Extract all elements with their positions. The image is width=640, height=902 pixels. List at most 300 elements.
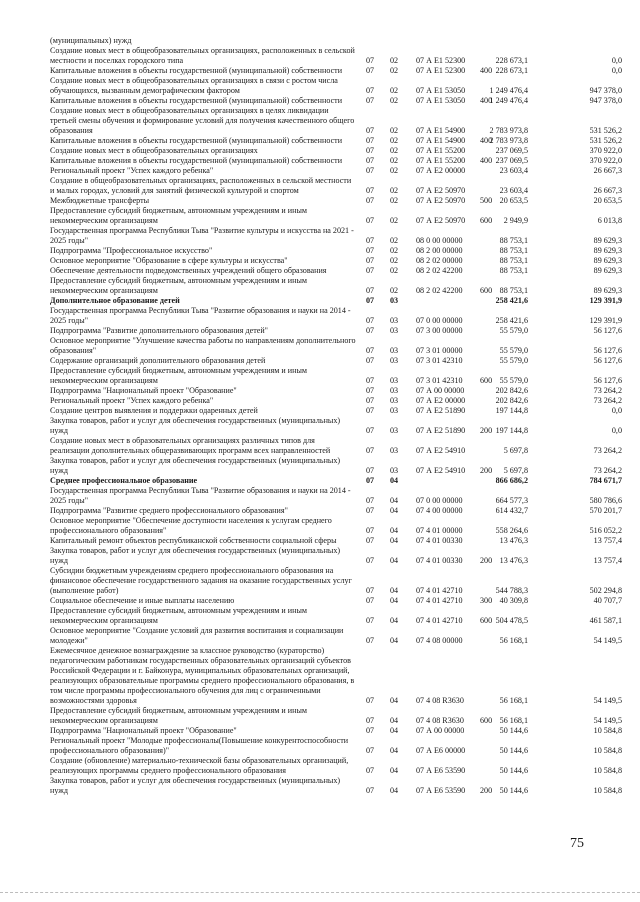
expense-type-code: 600	[480, 376, 493, 385]
section-code: 07	[366, 726, 375, 735]
row-name: Предоставление субсидий бюджетным, автономным учреждениям и иным некоммерческим организациям	[50, 276, 308, 295]
amount-year-2: 54 149,5	[593, 636, 622, 645]
amount-year-2: 40 707,7	[593, 596, 622, 605]
amount-year-1: 5 697,8	[503, 446, 528, 455]
section-code: 07	[366, 446, 375, 455]
table-row	[50, 156, 622, 166]
table-row	[50, 306, 622, 326]
subsection-code: 03	[390, 346, 399, 355]
row-name: Подпрограмма "Развитие дополнительного образования детей"	[50, 326, 268, 335]
subsection-code: 02	[390, 186, 399, 195]
section-code: 07	[366, 556, 375, 565]
subsection-code: 04	[390, 716, 399, 725]
subsection-code: 02	[390, 66, 399, 75]
amount-year-1: 5 697,8	[503, 466, 528, 475]
expense-type-code: 600	[480, 216, 493, 225]
amount-year-1: 228 673,1	[495, 56, 528, 65]
row-name: Капитальный ремонт объектов республиканской собственности социальной сферы	[50, 536, 337, 545]
amount-year-1: 2 783 973,8	[489, 136, 528, 145]
row-name: Капитальные вложения в объекты государственной (муниципальной) собственности	[50, 66, 343, 75]
section-code: 07	[366, 426, 375, 435]
row-name: (муниципальных) нужд	[50, 36, 132, 45]
row-name: Социальное обеспечение и иные выплаты населению	[50, 596, 235, 605]
table-row	[50, 96, 622, 106]
row-name: Закупка товаров, работ и услуг для обеспечения государственных (муниципальных) нужд	[50, 456, 341, 475]
table-row	[50, 36, 622, 46]
table-row	[50, 406, 622, 416]
subsection-code: 04	[390, 506, 399, 515]
target-article-code: 07 А E6 53590	[416, 766, 466, 775]
table-row	[50, 516, 622, 536]
expense-type-code: 400	[480, 156, 493, 165]
target-article-code: 07 А E2 50970	[416, 216, 466, 225]
amount-year-1: 50 144,6	[499, 746, 528, 755]
section-code: 07	[366, 526, 375, 535]
section-code: 07	[366, 146, 375, 155]
table-row	[50, 66, 622, 76]
amount-year-2: 0,0	[611, 66, 622, 75]
target-article-code: 07 А E2 51890	[416, 406, 466, 415]
subsection-code: 04	[390, 496, 399, 505]
section-code: 07	[366, 386, 375, 395]
subsection-code: 04	[390, 726, 399, 735]
amount-year-2: 10 584,8	[593, 766, 622, 775]
amount-year-1: 664 577,3	[495, 496, 528, 505]
amount-year-2: 570 201,7	[589, 506, 622, 515]
amount-year-2: 89 629,3	[593, 256, 622, 265]
subsection-code: 02	[390, 56, 399, 65]
subsection-code: 04	[390, 526, 399, 535]
section-code: 07	[366, 266, 375, 275]
row-name: Основное мероприятие "Улучшение качества работы по направлениям дополнительного образования"	[50, 336, 356, 355]
subsection-code: 02	[390, 86, 399, 95]
expense-type-code: 600	[480, 716, 493, 725]
row-name: Подпрограмма "Профессиональное искусство"	[50, 246, 213, 255]
subsection-code: 03	[390, 316, 399, 325]
section-code: 07	[366, 96, 375, 105]
amount-year-2: 516 052,2	[589, 526, 622, 535]
target-article-code: 07 4 01 00330	[416, 536, 463, 545]
section-code: 07	[366, 536, 375, 545]
section-code: 07	[366, 476, 375, 485]
amount-year-1: 2 783 973,8	[489, 126, 528, 135]
row-name: Предоставление субсидий бюджетным, автономным учреждениям и иным некоммерческим организациям	[50, 606, 308, 625]
subsection-code: 02	[390, 96, 399, 105]
row-name: Содержание организаций дополнительного образования детей	[50, 356, 266, 365]
subsection-code: 02	[390, 216, 399, 225]
row-name: Создание новых мест в общеобразовательных организациях в связи с ростом числа обучающихся, вызванным демографическим фактором	[50, 76, 338, 95]
target-article-code: 07 4 08 R3630	[416, 716, 464, 725]
target-article-code: 08 0 00 00000	[416, 236, 463, 245]
section-code: 07	[366, 56, 375, 65]
target-article-code: 08 2 02 42200	[416, 286, 463, 295]
amount-year-1: 1 249 476,4	[489, 96, 528, 105]
amount-year-2: 56 127,6	[593, 326, 622, 335]
amount-year-2: 13 757,4	[593, 536, 622, 545]
amount-year-1: 228 673,1	[495, 66, 528, 75]
amount-year-1: 50 144,6	[499, 726, 528, 735]
expense-type-code: 400	[480, 96, 493, 105]
target-article-code: 07 3 01 00000	[416, 346, 463, 355]
amount-year-2: 784 671,7	[589, 476, 622, 485]
section-code: 07	[366, 136, 375, 145]
section-code: 07	[366, 766, 375, 775]
subsection-code: 04	[390, 746, 399, 755]
target-article-code: 07 А E2 50970	[416, 186, 466, 195]
target-article-code: 07 4 08 00000	[416, 636, 463, 645]
amount-year-1: 23 603,4	[499, 166, 528, 175]
subsection-code: 03	[390, 296, 399, 305]
section-code: 07	[366, 586, 375, 595]
section-code: 07	[366, 326, 375, 335]
target-article-code: 07 3 01 42310	[416, 376, 463, 385]
target-article-code: 07 4 01 42710	[416, 616, 463, 625]
amount-year-2: 56 127,6	[593, 356, 622, 365]
amount-year-2: 947 378,0	[589, 96, 622, 105]
amount-year-1: 558 264,6	[495, 526, 528, 535]
table-row	[50, 226, 622, 246]
expense-type-code: 400	[480, 136, 493, 145]
amount-year-1: 88 753,1	[499, 236, 528, 245]
expense-type-code: 600	[480, 286, 493, 295]
target-article-code: 08 2 02 42200	[416, 266, 463, 275]
amount-year-1: 20 653,5	[499, 196, 528, 205]
amount-year-1: 13 476,3	[499, 536, 528, 545]
table-row	[50, 256, 622, 266]
target-article-code: 07 А 00 00000	[416, 386, 465, 395]
amount-year-1: 197 144,8	[495, 426, 528, 435]
row-name: Закупка товаров, работ и услуг для обеспечения государственных (муниципальных) нужд	[50, 776, 341, 795]
row-name: Региональный проект "Успех каждого ребенка"	[50, 396, 214, 405]
subsection-code: 03	[390, 356, 399, 365]
section-code: 07	[366, 196, 375, 205]
section-code: 07	[366, 396, 375, 405]
table-row	[50, 506, 622, 516]
table-row	[50, 756, 622, 776]
amount-year-1: 1 249 476,4	[489, 86, 528, 95]
table-row	[50, 106, 622, 136]
expense-type-code: 500	[480, 196, 493, 205]
table-row	[50, 726, 622, 736]
section-code: 07	[366, 466, 375, 475]
amount-year-1: 614 432,7	[495, 506, 528, 515]
table-row	[50, 566, 622, 596]
amount-year-2: 10 584,8	[593, 726, 622, 735]
amount-year-1: 258 421,6	[495, 296, 528, 305]
amount-year-1: 237 069,5	[495, 146, 528, 155]
subsection-code: 02	[390, 246, 399, 255]
target-article-code: 07 А E1 55200	[416, 156, 466, 165]
subsection-code: 02	[390, 236, 399, 245]
amount-year-1: 2 949,9	[503, 216, 528, 225]
section-code: 07	[366, 296, 375, 305]
subsection-code: 04	[390, 596, 399, 605]
table-row	[50, 326, 622, 336]
section-code: 07	[366, 596, 375, 605]
row-name: Субсидии бюджетным учреждениям среднего профессионального образования на финансовое обеспечение государственного задания на оказание государственных услуг (выполнение работ)	[50, 566, 352, 595]
subsection-code: 02	[390, 166, 399, 175]
amount-year-2: 26 667,3	[593, 166, 622, 175]
target-article-code: 07 3 01 42310	[416, 356, 463, 365]
amount-year-2: 89 629,3	[593, 266, 622, 275]
subsection-code: 04	[390, 766, 399, 775]
target-article-code: 07 А E2 51890	[416, 426, 466, 435]
target-article-code: 07 0 00 00000	[416, 316, 463, 325]
target-article-code: 07 4 01 42710	[416, 596, 463, 605]
target-article-code: 07 4 01 00330	[416, 556, 463, 565]
amount-year-2: 89 629,3	[593, 236, 622, 245]
section-code: 07	[366, 256, 375, 265]
table-row	[50, 146, 622, 156]
amount-year-1: 23 603,4	[499, 186, 528, 195]
table-row	[50, 396, 622, 406]
table-row	[50, 336, 622, 356]
row-name: Государственная программа Республики Тыва "Развитие культуры и искусства на 2021 - 2025 годы"	[50, 226, 354, 245]
row-name: Создание новых мест в общеобразовательных организациях, расположенных в сельской местности и поселках городского типа	[50, 46, 355, 65]
target-article-code: 07 4 01 42710	[416, 586, 463, 595]
row-name: Среднее профессиональное образование	[50, 476, 198, 485]
row-name: Капитальные вложения в объекты государственной (муниципальной) собственности	[50, 156, 343, 165]
amount-year-2: 0,0	[611, 56, 622, 65]
row-name: Межбюджетные трансферты	[50, 196, 150, 205]
section-code: 07	[366, 316, 375, 325]
expense-type-code: 600	[480, 616, 493, 625]
amount-year-2: 73 264,2	[593, 446, 622, 455]
expense-type-code: 200	[480, 426, 493, 435]
row-name: Предоставление субсидий бюджетным, автономным учреждениям и иным некоммерческим организациям	[50, 366, 308, 385]
amount-year-2: 89 629,3	[593, 286, 622, 295]
row-name: Закупка товаров, работ и услуг для обеспечения государственных (муниципальных) нужд	[50, 416, 341, 435]
amount-year-2: 461 587,1	[589, 616, 622, 625]
row-name: Основное мероприятие "Создание условий для развития воспитания и социализации молодежи"	[50, 626, 344, 645]
amount-year-1: 56 168,1	[499, 696, 528, 705]
amount-year-1: 202 842,6	[495, 386, 528, 395]
subsection-code: 03	[390, 396, 399, 405]
table-row	[50, 386, 622, 396]
row-name: Основное мероприятие "Обеспечение доступности населения к услугам среднего профессионального образования"	[50, 516, 332, 535]
target-article-code: 07 А E6 00000	[416, 746, 466, 755]
amount-year-2: 73 264,2	[593, 466, 622, 475]
target-article-code: 07 А E2 54910	[416, 466, 466, 475]
amount-year-1: 544 788,3	[495, 586, 528, 595]
table-row	[50, 46, 622, 66]
subsection-code: 02	[390, 146, 399, 155]
amount-year-2: 10 584,8	[593, 786, 622, 795]
page-number: 75	[570, 836, 584, 851]
section-code: 07	[366, 716, 375, 725]
expense-type-code: 200	[480, 466, 493, 475]
row-name: Капитальные вложения в объекты государственной (муниципальной) собственности	[50, 136, 343, 145]
target-article-code: 07 4 01 00000	[416, 526, 463, 535]
row-name: Создание новых мест в образовательных организациях различных типов для реализации дополнительных общеразвивающих программ всех направленностей	[50, 436, 331, 455]
row-name: Дополнительное образование детей	[50, 296, 180, 305]
expense-type-code: 400	[480, 66, 493, 75]
budget-table	[50, 36, 622, 796]
amount-year-1: 258 421,6	[495, 316, 528, 325]
row-name: Предоставление субсидий бюджетным, автономным учреждениям и иным некоммерческим организациям	[50, 206, 308, 225]
subsection-code: 03	[390, 446, 399, 455]
section-code: 07	[366, 356, 375, 365]
target-article-code: 07 3 00 00000	[416, 326, 463, 335]
subsection-code: 04	[390, 616, 399, 625]
subsection-code: 03	[390, 326, 399, 335]
amount-year-1: 88 753,1	[499, 246, 528, 255]
target-article-code: 08 2 00 00000	[416, 246, 463, 255]
amount-year-2: 531 526,2	[589, 126, 622, 135]
target-article-code: 07 0 00 00000	[416, 496, 463, 505]
subsection-code: 02	[390, 136, 399, 145]
section-code: 07	[366, 126, 375, 135]
section-code: 07	[366, 156, 375, 165]
target-article-code: 07 А E1 55200	[416, 146, 466, 155]
table-row	[50, 416, 622, 436]
section-code: 07	[366, 236, 375, 245]
amount-year-2: 89 629,3	[593, 246, 622, 255]
row-name: Создание (обновление) материально-технической базы образовательных организаций, реализующих программы среднего профессионального образования	[50, 756, 349, 775]
table-row	[50, 136, 622, 146]
amount-year-1: 55 579,0	[499, 376, 528, 385]
row-name: Создание центров выявления и поддержки одаренных детей	[50, 406, 258, 415]
row-name: Предоставление субсидий бюджетным, автономным учреждениям и иным некоммерческим организациям	[50, 706, 308, 725]
section-code: 07	[366, 346, 375, 355]
target-article-code: 07 А E1 52300	[416, 66, 466, 75]
subsection-code: 04	[390, 786, 399, 795]
subsection-code: 03	[390, 406, 399, 415]
subsection-code: 04	[390, 586, 399, 595]
table-row	[50, 606, 622, 626]
table-row	[50, 176, 622, 196]
table-row	[50, 276, 622, 296]
amount-year-2: 20 653,5	[593, 196, 622, 205]
target-article-code: 07 А E1 53050	[416, 86, 466, 95]
section-code: 07	[366, 786, 375, 795]
subsection-code: 04	[390, 536, 399, 545]
section-code: 07	[366, 616, 375, 625]
table-row	[50, 76, 622, 96]
amount-year-1: 504 478,5	[495, 616, 528, 625]
table-row	[50, 476, 622, 486]
amount-year-1: 55 579,0	[499, 346, 528, 355]
amount-year-2: 73 264,2	[593, 396, 622, 405]
subsection-code: 03	[390, 386, 399, 395]
amount-year-1: 40 309,8	[499, 596, 528, 605]
section-code: 07	[366, 746, 375, 755]
target-article-code: 07 А 00 00000	[416, 726, 465, 735]
target-article-code: 07 А E2 00000	[416, 166, 466, 175]
subsection-code: 03	[390, 466, 399, 475]
target-article-code: 07 А E1 54900	[416, 136, 466, 145]
section-code: 07	[366, 506, 375, 515]
subsection-code: 03	[390, 426, 399, 435]
amount-year-2: 129 391,9	[589, 296, 622, 305]
target-article-code: 07 А E1 54900	[416, 126, 466, 135]
table-row	[50, 546, 622, 566]
table-row	[50, 596, 622, 606]
target-article-code: 07 4 08 R3630	[416, 696, 464, 705]
subsection-code: 02	[390, 266, 399, 275]
amount-year-1: 202 842,6	[495, 396, 528, 405]
amount-year-2: 580 786,6	[589, 496, 622, 505]
subsection-code: 02	[390, 156, 399, 165]
row-name: Создание новых мест в общеобразовательных организациях в целях ликвидации третьей смены обучения и формирование условий для получения качественного общего образования	[50, 106, 355, 135]
amount-year-2: 502 294,8	[589, 586, 622, 595]
amount-year-2: 6 013,8	[597, 216, 622, 225]
section-code: 07	[366, 376, 375, 385]
table-row	[50, 736, 622, 756]
section-code: 07	[366, 166, 375, 175]
amount-year-1: 13 476,3	[499, 556, 528, 565]
table-row	[50, 166, 622, 176]
row-name: Государственная программа Республики Тыва "Развитие образования и науки на 2014 - 2025 годы"	[50, 486, 351, 505]
amount-year-1: 55 579,0	[499, 356, 528, 365]
target-article-code: 07 А E2 00000	[416, 396, 466, 405]
amount-year-1: 56 168,1	[499, 716, 528, 725]
table-row	[50, 706, 622, 726]
row-name: Региональный проект "Молодые профессионалы(Повышение конкурентоспособности профессионального образования)"	[50, 736, 349, 755]
amount-year-2: 54 149,5	[593, 716, 622, 725]
row-name: Подпрограмма "Развитие среднего профессионального образования"	[50, 506, 288, 515]
section-code: 07	[366, 696, 375, 705]
target-article-code: 07 А E1 52300	[416, 56, 466, 65]
amount-year-1: 866 686,2	[495, 476, 528, 485]
subsection-code: 02	[390, 286, 399, 295]
section-code: 07	[366, 406, 375, 415]
row-name: Подпрограмма "Национальный проект "Образование"	[50, 386, 237, 395]
table-row	[50, 626, 622, 646]
subsection-code: 02	[390, 256, 399, 265]
table-row	[50, 246, 622, 256]
amount-year-2: 370 922,0	[589, 146, 622, 155]
subsection-code: 03	[390, 376, 399, 385]
subsection-code: 04	[390, 556, 399, 565]
amount-year-1: 50 144,6	[499, 766, 528, 775]
table-row	[50, 196, 622, 206]
amount-year-2: 0,0	[611, 426, 622, 435]
subsection-code: 02	[390, 126, 399, 135]
target-article-code: 08 2 02 00000	[416, 256, 463, 265]
subsection-code: 04	[390, 476, 399, 485]
target-article-code: 07 А E2 54910	[416, 446, 466, 455]
table-row	[50, 776, 622, 796]
scan-edge-line	[0, 892, 640, 893]
subsection-code: 04	[390, 696, 399, 705]
amount-year-2: 54 149,5	[593, 696, 622, 705]
table-row	[50, 646, 622, 706]
table-row	[50, 366, 622, 386]
amount-year-2: 947 378,0	[589, 86, 622, 95]
section-code: 07	[366, 636, 375, 645]
subsection-code: 02	[390, 196, 399, 205]
target-article-code: 07 А E6 53590	[416, 786, 466, 795]
amount-year-2: 129 391,9	[589, 316, 622, 325]
expense-type-code: 300	[480, 596, 493, 605]
row-name: Закупка товаров, работ и услуг для обеспечения государственных (муниципальных) нужд	[50, 546, 341, 565]
table-row	[50, 356, 622, 366]
amount-year-2: 73 264,2	[593, 386, 622, 395]
amount-year-2: 56 127,6	[593, 376, 622, 385]
table-row	[50, 206, 622, 226]
section-code: 07	[366, 66, 375, 75]
amount-year-2: 13 757,4	[593, 556, 622, 565]
section-code: 07	[366, 246, 375, 255]
amount-year-2: 26 667,3	[593, 186, 622, 195]
target-article-code: 07 А E2 50970	[416, 196, 466, 205]
row-name: Ежемесячное денежное вознаграждение за классное руководство (кураторство) педагогическим работникам государственных образовательных организаций субъектов Российской Федерации и г. Байконура, муниципальных образовательных организаций, реализующих образовательные программы среднего профессионального образования, в том числе программы профессионального обучения для лиц с ограниченными возможностями здоровья	[50, 646, 355, 705]
section-code: 07	[366, 186, 375, 195]
row-name: Капитальные вложения в объекты государственной (муниципальной) собственности	[50, 96, 343, 105]
amount-year-1: 237 069,5	[495, 156, 528, 165]
amount-year-1: 88 753,1	[499, 266, 528, 275]
